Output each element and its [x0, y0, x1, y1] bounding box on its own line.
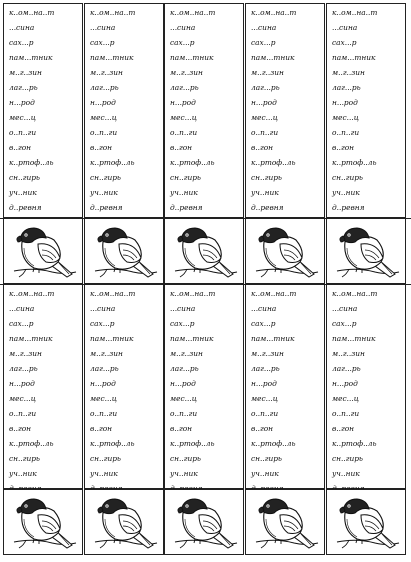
word-item: пам...тник — [90, 334, 134, 343]
word-item: н...род — [9, 98, 35, 107]
word-item: о..п..ги — [9, 128, 37, 137]
word-item: уч..ник — [251, 469, 279, 478]
word-item: мес...ц — [251, 113, 278, 122]
bird-picture-card — [3, 489, 83, 555]
word-item: к..ом..на..т — [332, 8, 378, 17]
word-item: к..ом..на..т — [90, 289, 136, 298]
word-item: лаг...рь — [90, 83, 119, 92]
word-card — [245, 3, 325, 218]
word-item: сн..гирь — [332, 173, 363, 182]
word-item: н...род — [251, 379, 277, 388]
bullfinch-bird-icon — [254, 493, 320, 553]
word-item: м..г..зин — [170, 349, 203, 358]
word-item: к..ртоф..ль — [90, 439, 135, 448]
word-item: в..гон — [251, 143, 274, 152]
word-item: о..п..ги — [90, 409, 118, 418]
word-item: о..п..ги — [251, 128, 279, 137]
word-item: уч..ник — [332, 188, 360, 197]
word-item: лаг...рь — [332, 83, 361, 92]
word-item: ...сина — [9, 304, 35, 313]
word-item: м..г..зин — [90, 68, 123, 77]
word-item: н...род — [170, 98, 196, 107]
word-item: м..г..зин — [251, 349, 284, 358]
word-item: уч..ник — [90, 469, 118, 478]
bullfinch-bird-icon — [335, 222, 401, 282]
word-item: уч..ник — [332, 469, 360, 478]
word-item: н...род — [90, 379, 116, 388]
word-item: в..гон — [9, 143, 32, 152]
word-item: к..ом..на..т — [170, 289, 216, 298]
word-item: к..ом..на..т — [332, 289, 378, 298]
word-item: пам...тник — [90, 53, 134, 62]
word-item: к..ом..на..т — [90, 8, 136, 17]
bird-picture-card — [326, 489, 406, 555]
word-item: уч..ник — [9, 469, 37, 478]
word-item: о..п..ги — [170, 409, 198, 418]
word-item: лаг...рь — [332, 364, 361, 373]
word-item: пам...тник — [9, 334, 53, 343]
word-item: к..ртоф..ль — [90, 158, 135, 167]
word-item: сах...р — [251, 319, 276, 328]
word-item: к..ом..на..т — [170, 8, 216, 17]
bullfinch-bird-icon — [173, 222, 239, 282]
word-item: н...род — [9, 379, 35, 388]
word-item: сн..гирь — [90, 454, 121, 463]
word-item: д..ревня — [332, 203, 365, 212]
word-item: к..ртоф..ль — [332, 439, 377, 448]
word-item: м..г..зин — [251, 68, 284, 77]
word-item: уч..ник — [251, 188, 279, 197]
word-item: мес...ц — [332, 113, 359, 122]
word-item: к..ом..на..т — [9, 8, 55, 17]
word-item: сах...р — [170, 38, 195, 47]
word-item: пам...тник — [332, 53, 376, 62]
word-item: мес...ц — [9, 394, 36, 403]
word-item: ...сина — [332, 23, 358, 32]
word-item: сах...р — [90, 38, 115, 47]
word-item: ...сина — [170, 23, 196, 32]
word-item: н...род — [170, 379, 196, 388]
word-item: лаг...рь — [90, 364, 119, 373]
word-item: мес...ц — [9, 113, 36, 122]
word-item: сн..гирь — [332, 454, 363, 463]
word-card — [164, 284, 244, 489]
word-item: пам...тник — [9, 53, 53, 62]
word-item: мес...ц — [90, 113, 117, 122]
word-card — [84, 284, 164, 489]
word-card — [326, 284, 406, 489]
cut-line — [392, 218, 411, 219]
bird-picture-card — [245, 489, 325, 555]
word-item: пам...тник — [251, 53, 295, 62]
word-item: сах...р — [332, 38, 357, 47]
word-item: мес...ц — [332, 394, 359, 403]
word-item: м..г..зин — [332, 68, 365, 77]
word-item: к..ртоф..ль — [9, 158, 54, 167]
bullfinch-bird-icon — [93, 222, 159, 282]
bullfinch-bird-icon — [335, 493, 401, 553]
bird-picture-card — [245, 218, 325, 284]
word-card — [3, 3, 83, 218]
word-item: д..ревня — [251, 203, 284, 212]
word-item: д..ревня — [9, 203, 42, 212]
word-item: д..ревня — [170, 203, 203, 212]
word-item: пам...тник — [170, 53, 214, 62]
word-item: сн..гирь — [9, 173, 40, 182]
word-item: к..ртоф..ль — [9, 439, 54, 448]
word-item: сах...р — [251, 38, 276, 47]
bird-picture-card — [164, 489, 244, 555]
word-item: о..п..ги — [170, 128, 198, 137]
bird-picture-card — [84, 218, 164, 284]
bird-picture-card — [84, 489, 164, 555]
word-item: ...сина — [170, 304, 196, 313]
word-item: в..гон — [332, 424, 355, 433]
word-item: д..ревня — [90, 203, 123, 212]
word-item: сн..гирь — [170, 173, 201, 182]
word-item: ...сина — [90, 304, 116, 313]
word-item: пам...тник — [251, 334, 295, 343]
word-item: пам...тник — [170, 334, 214, 343]
word-item: уч..ник — [9, 188, 37, 197]
cut-line — [310, 218, 334, 219]
word-item: к..ом..на..т — [251, 289, 297, 298]
bullfinch-bird-icon — [12, 493, 78, 553]
word-item: ...сина — [9, 23, 35, 32]
bird-picture-card — [326, 218, 406, 284]
word-item: в..гон — [90, 143, 113, 152]
bullfinch-bird-icon — [12, 222, 78, 282]
word-item: сах...р — [9, 319, 34, 328]
word-item: лаг...рь — [251, 364, 280, 373]
word-item: н...род — [90, 98, 116, 107]
word-item: о..п..ги — [332, 128, 360, 137]
word-item: к..ртоф..ль — [251, 158, 296, 167]
bird-picture-card — [164, 218, 244, 284]
word-item: к..ом..на..т — [9, 289, 55, 298]
word-item: м..г..зин — [170, 68, 203, 77]
word-item: лаг...рь — [251, 83, 280, 92]
word-item: к..ом..на..т — [251, 8, 297, 17]
word-item: сн..гирь — [90, 173, 121, 182]
word-item: уч..ник — [90, 188, 118, 197]
cut-line — [230, 218, 254, 219]
word-item: мес...ц — [170, 113, 197, 122]
word-item: лаг...рь — [170, 364, 199, 373]
word-item: мес...ц — [170, 394, 197, 403]
word-item: ...сина — [332, 304, 358, 313]
word-item: н...род — [251, 98, 277, 107]
word-item: м..г..зин — [332, 349, 365, 358]
word-item: сах...р — [9, 38, 34, 47]
word-card — [326, 3, 406, 218]
word-item: лаг...рь — [9, 364, 38, 373]
word-item: в..гон — [170, 424, 193, 433]
word-item: пам...тник — [332, 334, 376, 343]
bullfinch-bird-icon — [173, 493, 239, 553]
word-item: уч..ник — [170, 469, 198, 478]
word-card — [84, 3, 164, 218]
word-item: лаг...рь — [9, 83, 38, 92]
word-item: мес...ц — [90, 394, 117, 403]
word-item: н...род — [332, 379, 358, 388]
word-item: сах...р — [170, 319, 195, 328]
bird-picture-card — [3, 218, 83, 284]
word-item: к..ртоф..ль — [332, 158, 377, 167]
word-item: в..гон — [9, 424, 32, 433]
word-item: ...сина — [90, 23, 116, 32]
word-item: о..п..ги — [251, 409, 279, 418]
cut-line — [68, 218, 92, 219]
word-item: сах...р — [332, 319, 357, 328]
word-card — [164, 3, 244, 218]
cut-line — [150, 218, 174, 219]
word-item: в..гон — [251, 424, 274, 433]
word-item: о..п..ги — [332, 409, 360, 418]
bullfinch-bird-icon — [93, 493, 159, 553]
cut-line — [0, 218, 12, 219]
word-item: сн..гирь — [251, 173, 282, 182]
word-item: уч..ник — [170, 188, 198, 197]
word-item: ...сина — [251, 23, 277, 32]
word-item: сах...р — [90, 319, 115, 328]
word-item: к..ртоф..ль — [170, 439, 215, 448]
cut-line — [0, 284, 411, 285]
bullfinch-bird-icon — [254, 222, 320, 282]
word-card — [3, 284, 83, 489]
word-item: в..гон — [332, 143, 355, 152]
word-item: м..г..зин — [9, 68, 42, 77]
word-item: м..г..зин — [90, 349, 123, 358]
word-item: мес...ц — [251, 394, 278, 403]
word-item: в..гон — [90, 424, 113, 433]
word-item: н...род — [332, 98, 358, 107]
word-item: в..гон — [170, 143, 193, 152]
word-item: сн..гирь — [9, 454, 40, 463]
word-item: о..п..ги — [90, 128, 118, 137]
word-item: сн..гирь — [170, 454, 201, 463]
word-item: м..г..зин — [9, 349, 42, 358]
word-item: к..ртоф..ль — [251, 439, 296, 448]
word-item: лаг...рь — [170, 83, 199, 92]
word-item: сн..гирь — [251, 454, 282, 463]
word-item: к..ртоф..ль — [170, 158, 215, 167]
word-card — [245, 284, 325, 489]
word-item: о..п..ги — [9, 409, 37, 418]
word-item: ...сина — [251, 304, 277, 313]
